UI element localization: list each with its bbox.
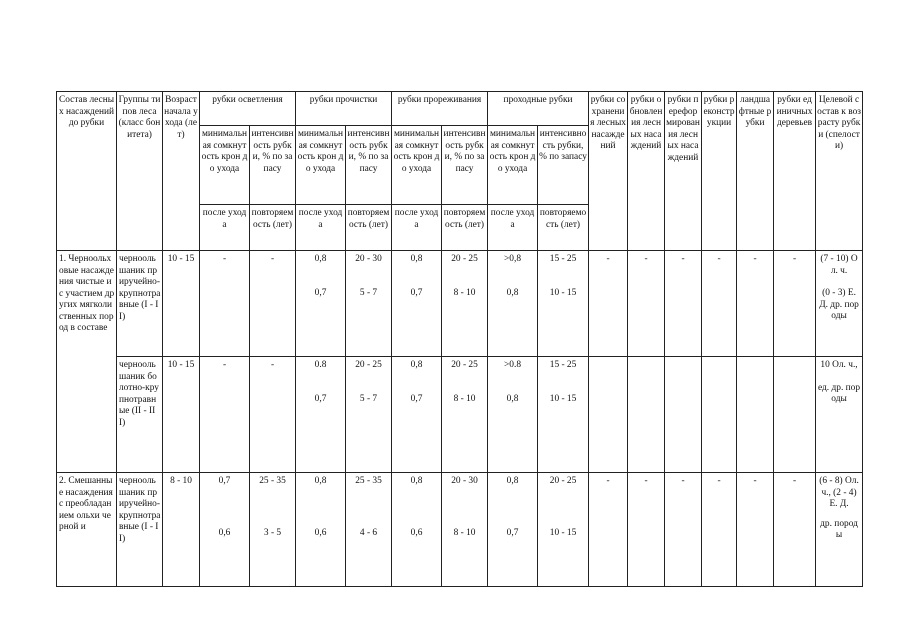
row-clean-min: 0,8 0,6	[296, 473, 346, 587]
row-thin-int: 20 - 25 8 - 10	[442, 251, 488, 357]
header-row-1	[57, 92, 863, 126]
header-after-care: после ухода	[200, 205, 250, 251]
row-clean-int: 20 - 30 5 - 7	[346, 251, 392, 357]
row-target: (7 - 10) Ол. ч. (0 - 3) Е. Д. др. породы	[816, 251, 863, 357]
row-renewal: -	[628, 251, 665, 357]
header-min-closure: минимальная сомкнутость крон до ухода	[200, 126, 250, 205]
row-clar-min: 0,7 0,6	[200, 473, 250, 587]
row-clar-int: -	[250, 251, 296, 357]
header-repeatability: повторяемость (лет)	[346, 205, 392, 251]
header-repeatability: повторяемость (лет)	[538, 205, 589, 251]
header-after-care: после ухода	[296, 205, 346, 251]
header-min-closure: минимальная сомкнутость крон до ухода	[296, 126, 346, 205]
row-landscape: -	[737, 251, 774, 357]
row-reconstruction: -	[702, 251, 737, 357]
header-after-care: после ухода	[488, 205, 538, 251]
row-thin-min: 0,8 0,6	[392, 473, 442, 587]
row-pass-int: 15 - 25 10 - 15	[538, 251, 589, 357]
row-landscape: -	[737, 473, 774, 587]
row-clean-min: 0.8 0,7	[296, 357, 346, 473]
row-preservation	[589, 357, 628, 473]
row-renewal	[628, 357, 665, 473]
row-target: (6 - 8) Ол. ч., (2 - 4) Е. Д. др. породы	[816, 473, 863, 587]
row-forest-group: черноольшаник приручейно-крупнотравные (I - II)	[117, 473, 163, 587]
row-composition: 1. Черноольховые насаждения чистые и с участием других мягколиственных пород в составе	[57, 251, 117, 473]
row-thin-int: 20 - 30 8 - 10	[442, 473, 488, 587]
row-reconstruction	[702, 357, 737, 473]
row-single-tree: -	[774, 473, 816, 587]
row-reformation	[665, 357, 702, 473]
row-reformation: -	[665, 473, 702, 587]
row-landscape	[737, 357, 774, 473]
table-row	[57, 357, 863, 473]
header-clarification: рубки осветления	[200, 92, 296, 126]
row-age: 10 - 15	[163, 251, 200, 357]
row-thin-int: 20 - 25 8 - 10	[442, 357, 488, 473]
row-single-tree: -	[774, 251, 816, 357]
header-intensity: интенсивность рубки, % по запасу	[346, 126, 392, 205]
row-pass-int: 20 - 25 10 - 15	[538, 473, 589, 587]
row-reformation: -	[665, 251, 702, 357]
row-pass-min: >0.8 0,8	[488, 357, 538, 473]
row-clar-min: -	[200, 251, 250, 357]
header-composition: Состав лесных насаждений до рубки	[57, 92, 117, 251]
row-composition: 2. Смешанные насаждения с преобладанием ольхи черной и	[57, 473, 117, 587]
header-cleaning: рубки прочистки	[296, 92, 392, 126]
row-forest-group: черноольшаник болотно-крупнотравные (II - III)	[117, 357, 163, 473]
header-forest-groups: Группы типов леса (класс бонитета)	[117, 92, 163, 251]
row-single-tree	[774, 357, 816, 473]
row-pass-min: 0,8 0,7	[488, 473, 538, 587]
header-min-closure: минимальная сомкнутость крон до ухода	[392, 126, 442, 205]
row-age: 10 - 15	[163, 357, 200, 473]
table-row	[57, 473, 863, 587]
row-age: 8 - 10	[163, 473, 200, 587]
header-repeatability: повторяемость (лет)	[250, 205, 296, 251]
header-preservation: рубки сохранения лесных насаждений	[589, 92, 628, 251]
header-reformation: рубки переформирования лесных насаждений	[665, 92, 702, 251]
row-thin-min: 0,8 0,7	[392, 251, 442, 357]
row-forest-group: черноольшаник приручейно-крупнотравные (I - II)	[117, 251, 163, 357]
row-clar-int: 25 - 35 3 - 5	[250, 473, 296, 587]
row-pass-int: 15 - 25 10 - 15	[538, 357, 589, 473]
header-repeatability: повторяемость (лет)	[442, 205, 488, 251]
row-target: 10 Ол. ч., ед. др. породы	[816, 357, 863, 473]
row-thin-min: 0,8 0,7	[392, 357, 442, 473]
header-reconstruction: рубки реконструкции	[702, 92, 737, 251]
row-clean-int: 25 - 35 4 - 6	[346, 473, 392, 587]
header-intensity: интенсивность рубки, % по запасу	[442, 126, 488, 205]
header-renewal: рубки обновления лесных насаждений	[628, 92, 665, 251]
row-pass-min: >0,8 0,8	[488, 251, 538, 357]
row-preservation: -	[589, 473, 628, 587]
row-renewal: -	[628, 473, 665, 587]
header-intensity: интенсивность рубки, % по запасу	[538, 126, 589, 205]
care-felling-table	[56, 91, 863, 587]
header-age-start: Возраст начала ухода (лет)	[163, 92, 200, 251]
row-clar-min: -	[200, 357, 250, 473]
row-preservation: -	[589, 251, 628, 357]
header-min-closure: минимальная сомкнутость крон до ухода	[488, 126, 538, 205]
row-clar-int: -	[250, 357, 296, 473]
row-reconstruction: -	[702, 473, 737, 587]
header-passing: проходные рубки	[488, 92, 589, 126]
header-thinning: рубки прореживания	[392, 92, 488, 126]
table-row	[57, 251, 863, 357]
row-clean-min: 0,8 0,7	[296, 251, 346, 357]
header-after-care: после ухода	[392, 205, 442, 251]
header-landscape: ландшафтные рубки	[737, 92, 774, 251]
header-single-tree: рубки единичных деревьев	[774, 92, 816, 251]
row-clean-int: 20 - 25 5 - 7	[346, 357, 392, 473]
header-intensity: интенсивность рубки, % по запасу	[250, 126, 296, 205]
header-target-composition: Целевой состав к возрасту рубки (спелости)	[816, 92, 863, 251]
